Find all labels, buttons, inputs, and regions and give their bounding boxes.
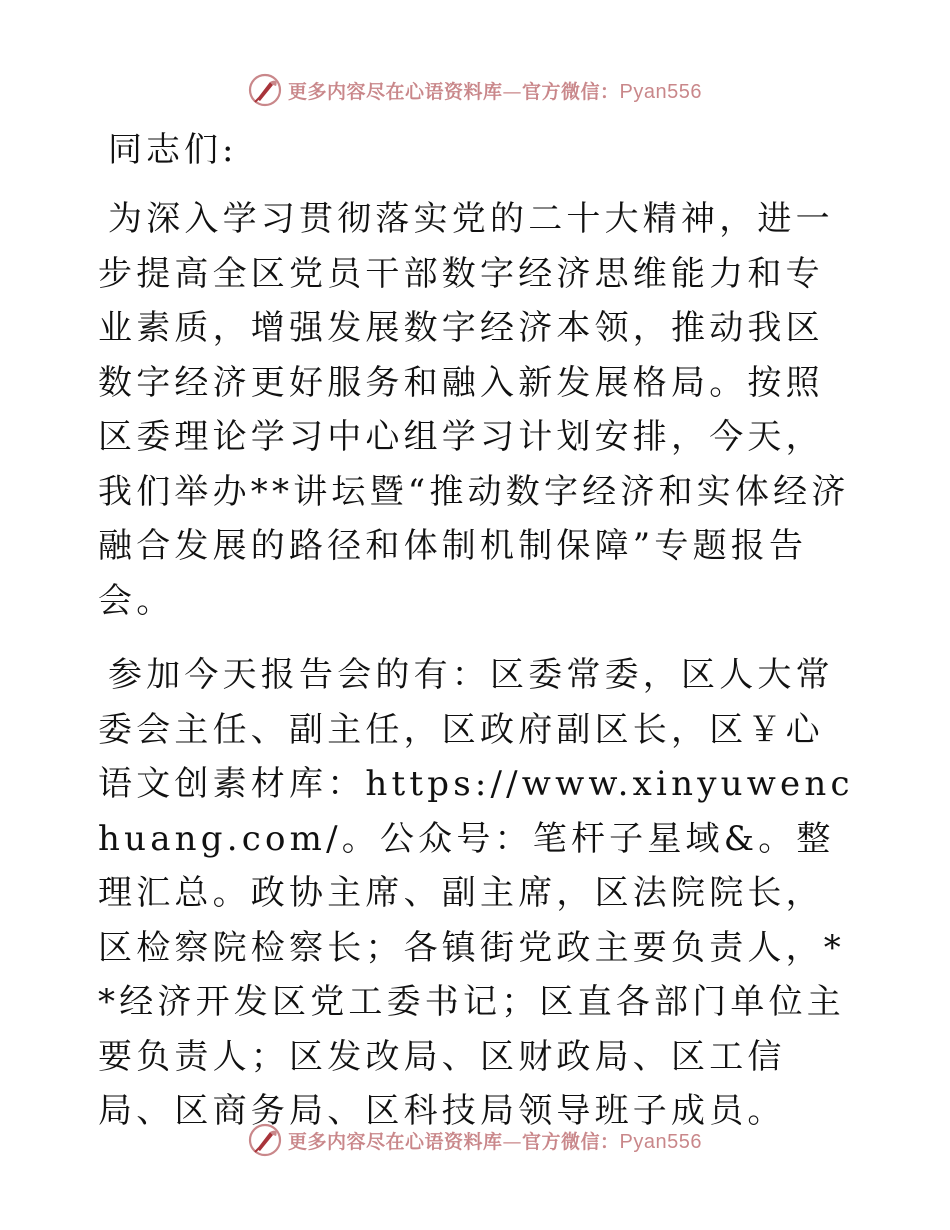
watermark-wechat-id: Pyan556	[619, 80, 702, 103]
watermark-brand: 更多内容尽在心语资料库	[288, 80, 503, 103]
watermark-wechat-id: Pyan556	[619, 1130, 702, 1153]
document-body	[98, 128, 858, 1159]
header-watermark	[0, 70, 950, 110]
watermark-dash: —	[502, 1130, 523, 1153]
quill-logo-icon	[248, 73, 282, 107]
watermark-official-label: 官方微信：	[522, 1130, 620, 1153]
quill-logo-icon	[248, 1123, 282, 1157]
watermark-brand: 更多内容尽在心语资料库	[288, 1130, 503, 1153]
watermark-dash: —	[502, 80, 523, 103]
footer-watermark	[0, 1120, 950, 1160]
salutation: 同志们:	[108, 130, 238, 170]
watermark-official-label: 官方微信：	[522, 80, 620, 103]
paragraph-intro: 为深入学习贯彻落实党的二十大精神，进一步提高全区党员干部数字经济思维能力和专业素质，增强发展数字经济本领，推动我区数字经济更好服务和融入新发展格局。按照区委理论学习中心组学习计划安排，今天，我们举办**讲坛暨“推动数字经济和实体经济融合发展的路径和体制机制保障”专题报告会。	[98, 199, 850, 621]
paragraph-attendees: 参加今天报告会的有：区委常委，区人大常委会主任、副主任，区政府副区长，区￥心语文创素材库：https://www.xinyuwenchuang.com/。公众号：笔杆子星域&。整理汇总。政协主席、副主席，区法院院长，区检察院检察长；各镇街党政主要负责人，**经济开发区党工委书记；区直各部门单位主要负责人；区发改局、区财政局、区工信局、区商务局、区科技局领导班子成员。	[98, 655, 854, 1131]
